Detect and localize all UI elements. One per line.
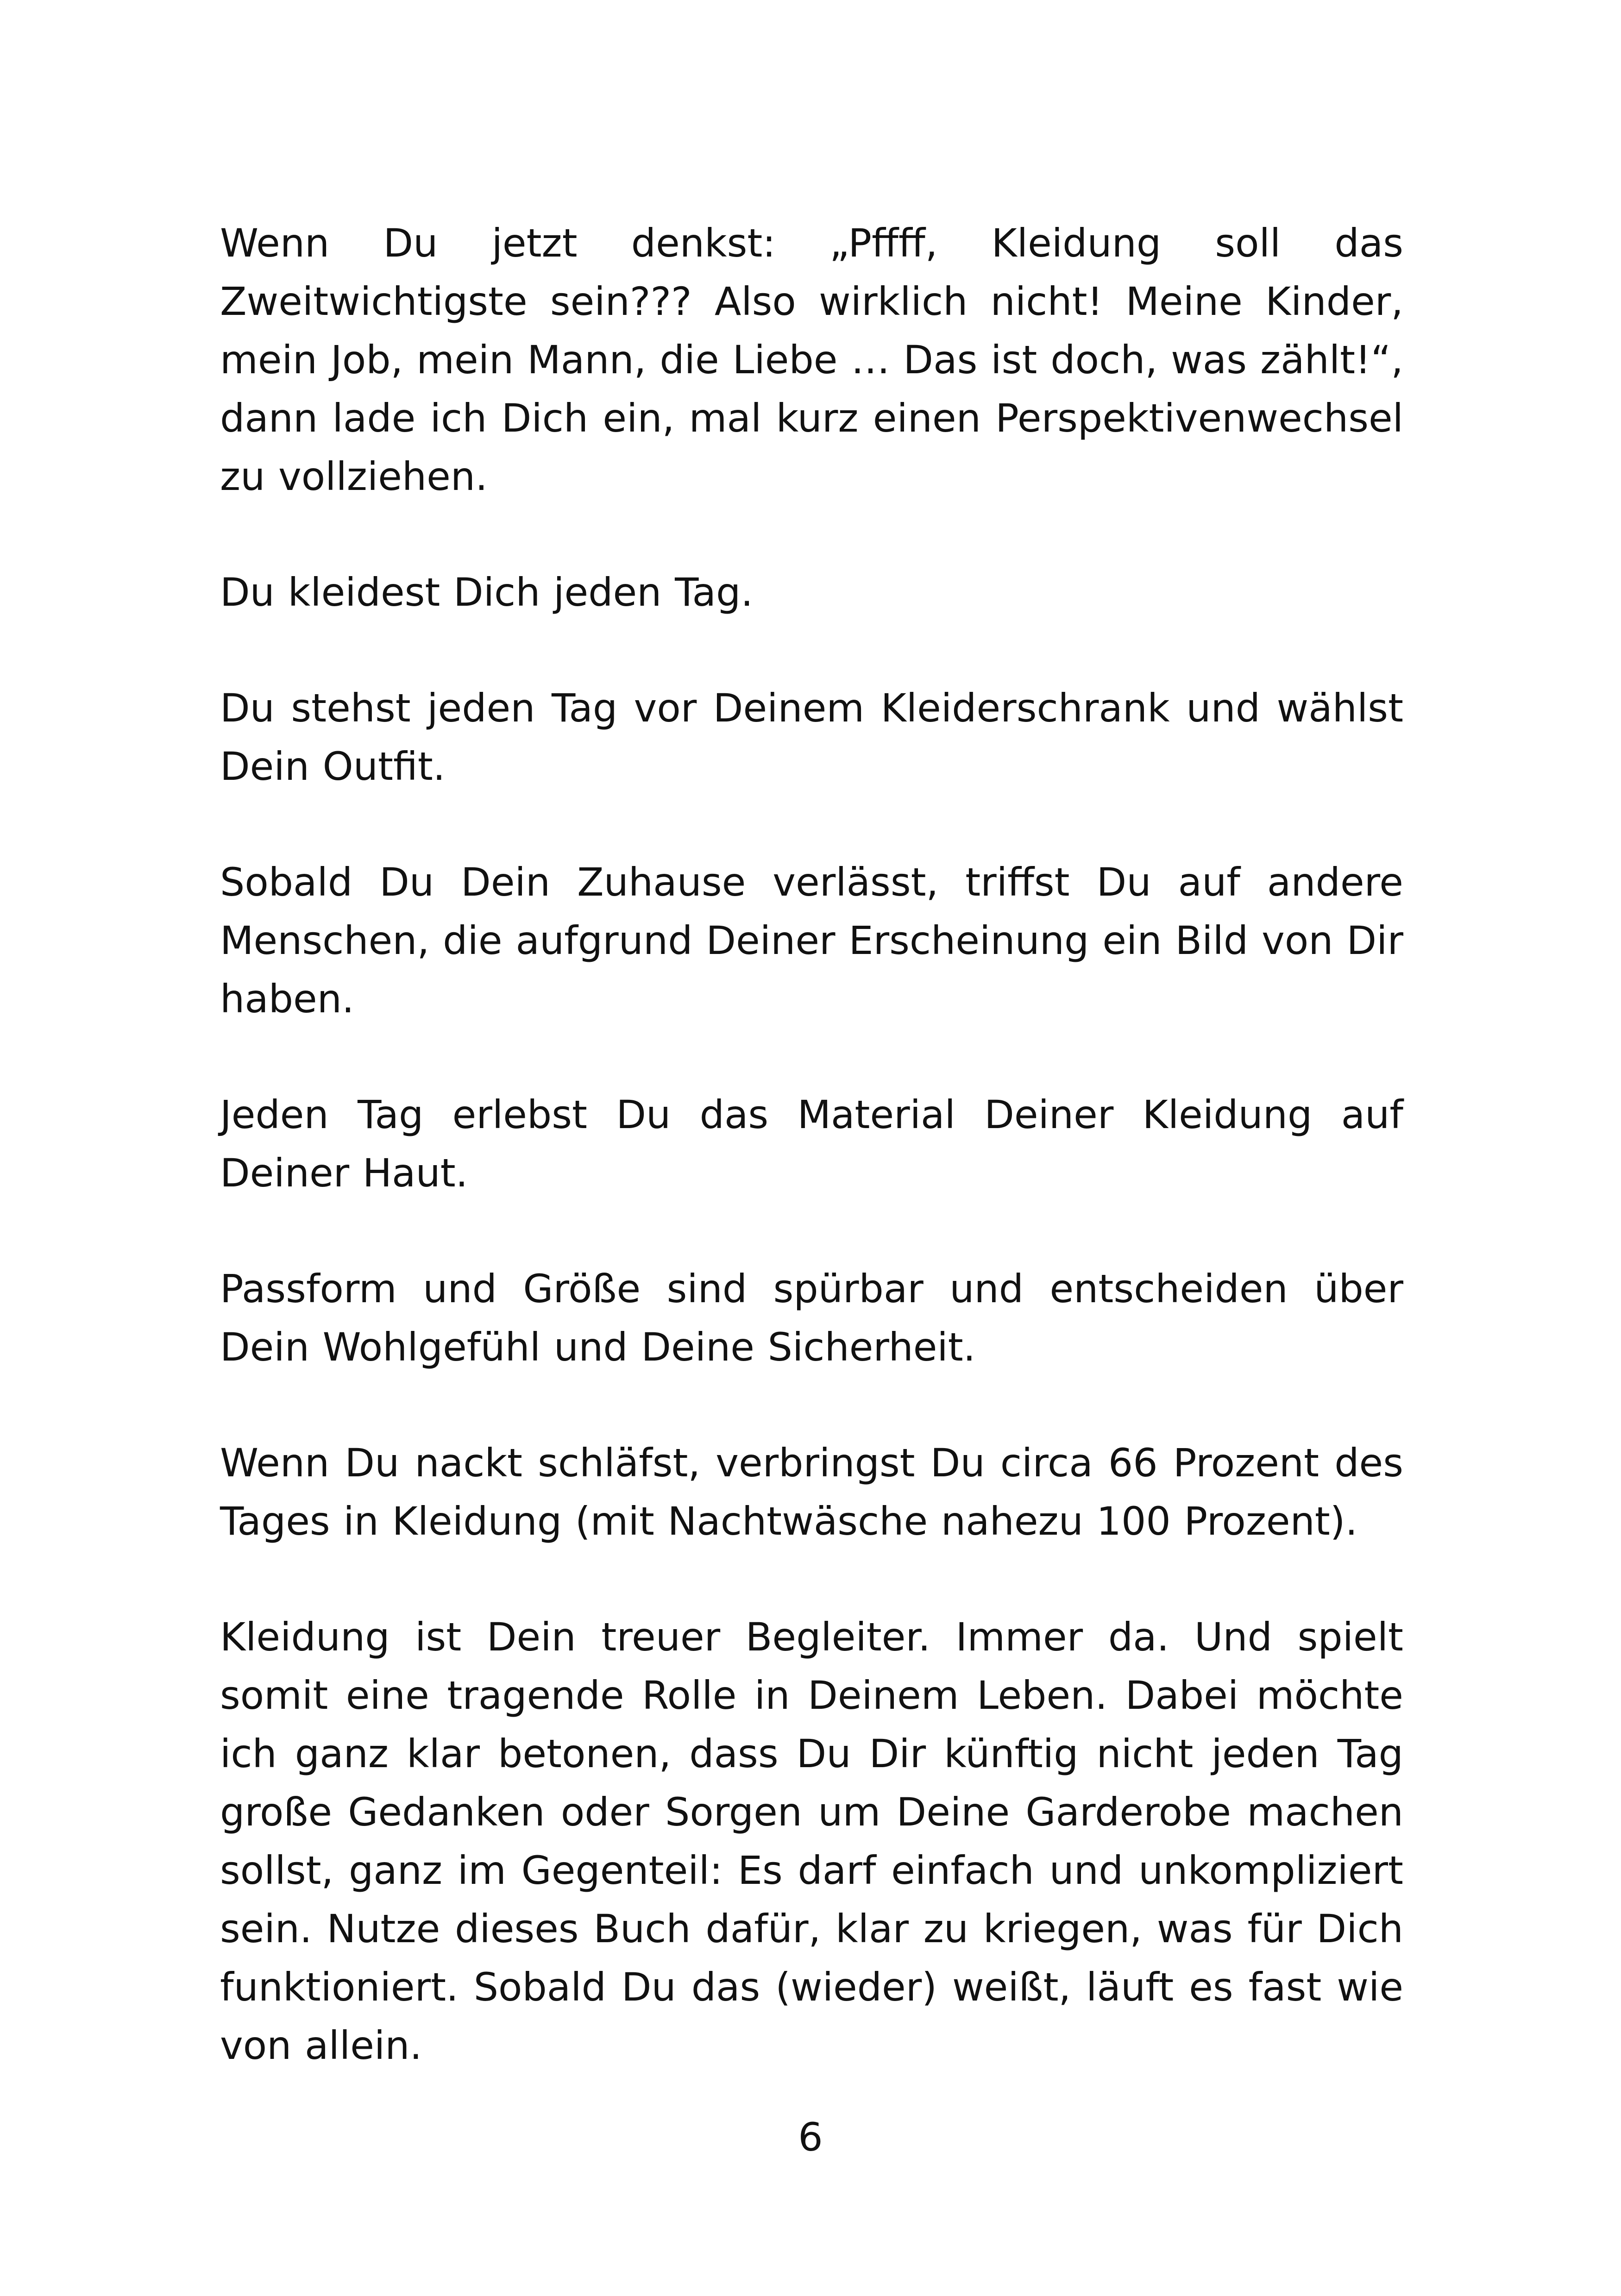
- paragraph-8: Kleidung ist Dein treuer Begleiter. Immer da. Und spielt somit eine tragende Rolle in Deinem Leben. Dabei möchte ich ganz klar betonen, dass Du Dir künftig nicht jeden Tag große Gedanken oder Sorgen um Deine Garderobe machen sollst, ganz im Gegenteil: Es darf einfach und unkompliziert sein. Nutze dieses Buch dafür, klar zu kriegen, was für Dich funktioniert. Sobald Du das (wieder) weißt, läuft es fast wie von allein.: [220, 1614, 1403, 2068]
- body-text: [220, 214, 1403, 2075]
- paragraph-2: Du kleidest Dich jeden Tag.: [220, 570, 754, 615]
- paragraph-6: Passform und Größe sind spürbar und entscheiden über Dein Wohlgefühl und Deine Sicherheit.: [220, 1266, 1403, 1370]
- paragraph-3: Du stehst jeden Tag vor Deinem Kleiderschrank und wählst Dein Outfit.: [220, 685, 1403, 789]
- paragraph-7: Wenn Du nackt schläfst, verbringst Du circa 66 Prozent des Tages in Kleidung (mit Nachtwäsche nahezu 100 Prozent).: [220, 1440, 1403, 1544]
- paragraph-5: Jeden Tag erlebst Du das Material Deiner Kleidung auf Deiner Haut.: [220, 1092, 1403, 1196]
- paragraph-4: Sobald Du Dein Zuhause verlässt, triffst Du auf andere Menschen, die aufgrund Deiner Erscheinung ein Bild von Dir haben.: [220, 859, 1403, 1022]
- paragraph-1: Wenn Du jetzt denkst: „Pffff, Kleidung soll das Zweitwichtigste sein??? Also wirklich nicht! Meine Kinder, mein Job, mein Mann, die Liebe … Das ist doch, was zählt!“, dann lade ich Dich ein, mal kurz einen Perspektivenwechsel zu vollziehen.: [220, 220, 1403, 499]
- page-number: 6: [798, 2114, 823, 2160]
